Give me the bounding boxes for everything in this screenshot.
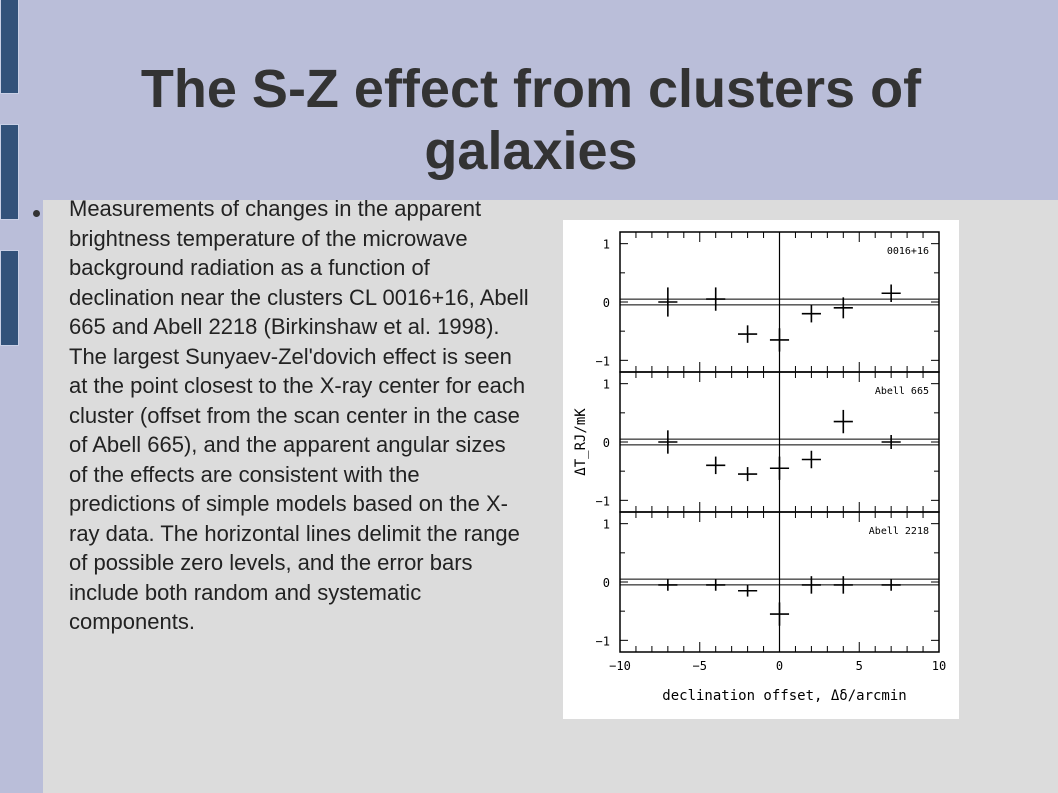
y-tick-label: −1: [595, 494, 610, 509]
data-point: [770, 602, 789, 625]
data-point: [770, 328, 789, 351]
data-point: [834, 410, 853, 433]
sz-figure: [563, 220, 959, 719]
data-point: [738, 325, 757, 343]
data-point: [802, 451, 821, 469]
data-point: [882, 579, 901, 591]
y-tick-label: 1: [602, 377, 610, 392]
y-tick-label: 0: [602, 296, 610, 310]
y-tick-label: −1: [595, 634, 610, 649]
x-axis-label: declination offset, Δδ/arcmin: [662, 688, 907, 704]
y-tick-label: 0: [602, 436, 610, 450]
data-point: [658, 579, 677, 591]
bullet-dot-icon: [33, 210, 40, 217]
y-tick-label: 0: [602, 576, 610, 590]
data-point: [658, 430, 677, 453]
y-tick-label: 1: [602, 517, 610, 532]
bullet-text: Measurements of changes in the apparent brightness temperature of the microwave background radiation as a function of declination near the clusters CL 0016+16, Abell 665 and Abell 2218 (Birkinshaw et al. 1998). The largest Sunyaev-Zel'dovich effect is seen at the point closest to the X-ray center for each cluster (offset from the scan center in the case of Abell 665), and the apparent angular sizes of the effects are consistent with the predictions of simple models based on the X-ray data. The horizontal lines delimit the range of possible zero levels, and the error bars include both random and systematic components.: [69, 196, 529, 634]
slide-tab-3: [0, 250, 19, 346]
y-axis-label: ΔT_RJ/mK: [573, 408, 589, 476]
x-tick-label: −5: [692, 659, 707, 673]
data-point: [834, 297, 853, 318]
data-point: [738, 467, 757, 481]
panel-label: Abell 2218: [868, 526, 929, 537]
x-tick-label: 10: [931, 659, 947, 673]
data-point: [738, 585, 757, 597]
x-tick-label: −10: [609, 659, 631, 673]
sz-chart: [563, 220, 959, 719]
panel-label: 0016+16: [886, 246, 929, 257]
data-point: [658, 287, 677, 316]
data-point: [706, 287, 725, 310]
y-tick-label: −1: [595, 354, 610, 369]
data-point: [706, 457, 725, 475]
data-point: [706, 579, 725, 591]
y-tick-label: 1: [602, 237, 610, 252]
slide-tab-2: [0, 124, 19, 220]
slide-tab-1: [0, 0, 19, 94]
panel-label: Abell 665: [874, 386, 929, 397]
x-tick-label: 0: [775, 659, 784, 673]
x-tick-label: 5: [855, 659, 863, 673]
slide-title: The S-Z effect from clusters of galaxies: [140, 59, 922, 181]
data-point: [802, 305, 821, 323]
data-point: [882, 435, 901, 449]
data-point: [770, 457, 789, 480]
